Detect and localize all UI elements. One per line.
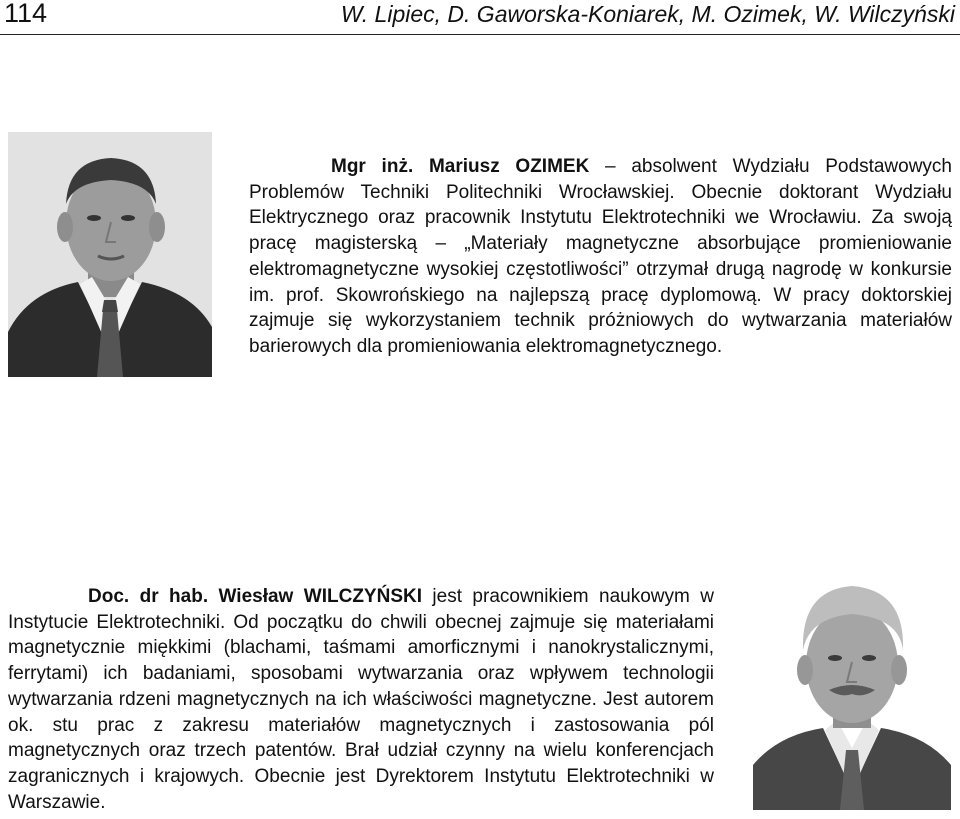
portrait-photo-ozimek [8, 132, 212, 377]
page-number: 114 [4, 0, 48, 28]
bio-ozimek [249, 154, 952, 360]
running-head-authors: W. Lipiec, D. Gaworska-Koniarek, M. Ozimek, W. Wilczyński [340, 1, 955, 27]
bio-wilczynski-name: Doc. dr hab. Wiesław WILCZYŃSKI [88, 586, 422, 607]
portrait-photo-wilczynski [753, 570, 951, 810]
bio-ozimek-name: Mgr inż. Mariusz OZIMEK [331, 156, 590, 177]
bio-ozimek-text: – absolwent Wydziału Podstawowych Problemów Techniki Politechniki Wrocławskiej. Obecnie doktorant Wydziału Elektrycznego oraz pracownik Instytutu Elektrotechniki we Wrocławiu. Za swoją pracę magisterską – „Materiały magnetyczne absorbujące promieniowanie elektromagnetyczne wysokiej częstotliwości” otrzymał drugą nagrodę w konkursie im. prof. Skowrońskiego na najlepszą pracę dyplomową. W pracy doktorskiej zajmuje się wykorzystaniem technik próżniowych do wytwarzania materiałów barierowych dla promieniowania elektromagnetycznego. [249, 156, 952, 357]
portrait-wilczynski-image [753, 570, 951, 810]
bio-wilczynski [8, 584, 714, 815]
bio-wilczynski-text: jest pracownikiem naukowym w Instytucie Elektrotechniki. Od początku do chwili obecnej zajmuje się materiałami magnetycznie miękkimi (blachami, taśmami amorficznymi i nanokrystalicznymi, ferrytami) ich badaniami, sposobami wytwarzania oraz wpływem technologii wytwarzania rdzeni magnetycznych na ich właściwości magnetyczne. Jest autorem ok. stu prac z zakresu materiałów magnetycznych i zastosowania pól magnetycznych oraz trzech patentów. Brał udział czynny na wielu konferencjach zagranicznych i krajowych. Obecnie jest Dyrektorem Instytutu Elektrotechniki w Warszawie. [8, 586, 714, 813]
page-header [0, 0, 960, 35]
portrait-ozimek-image [8, 132, 212, 377]
